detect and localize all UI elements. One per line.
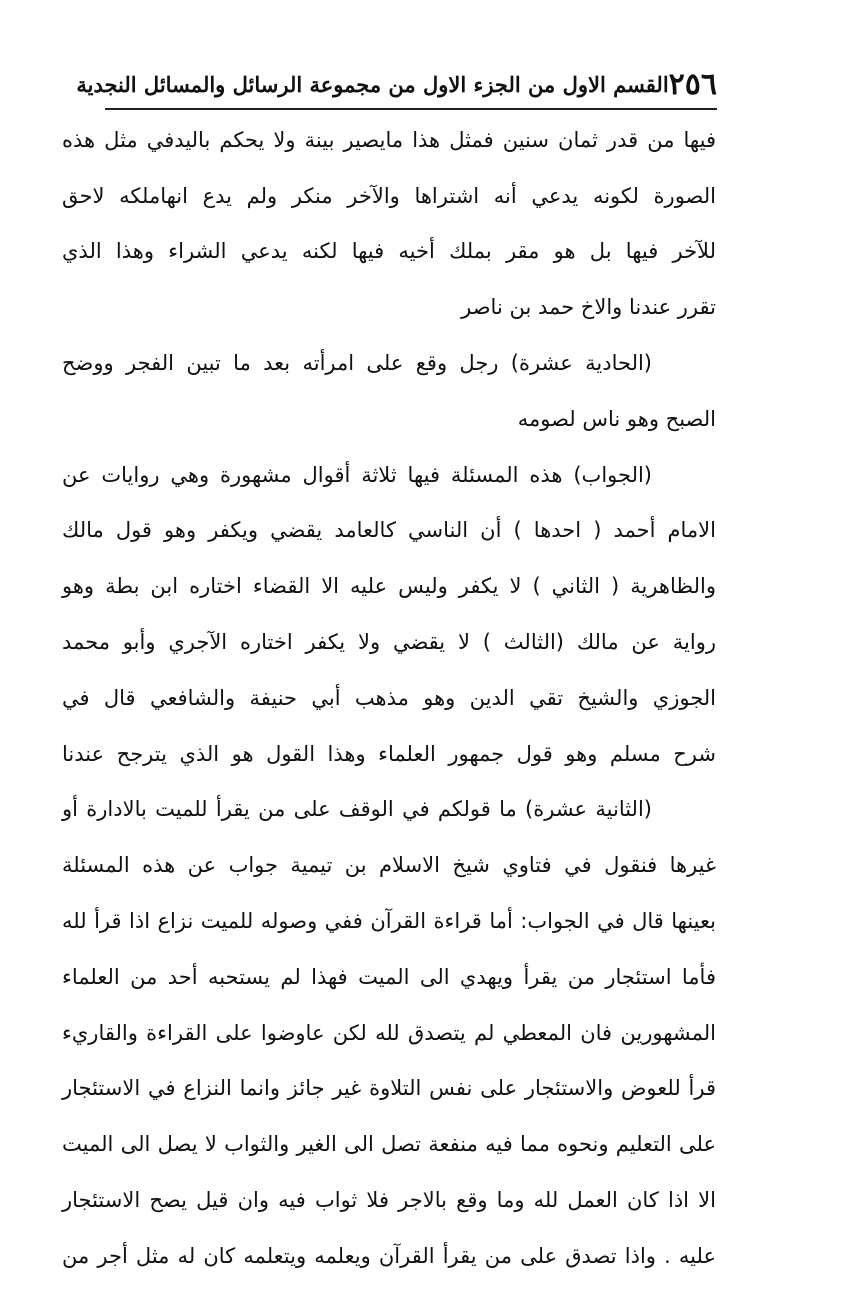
text-line: الصورة لكونه يدعي أنه اشتراها والآخر منكر ولم يدع انهاملكه لاحق (62, 183, 716, 208)
body-text (62, 112, 716, 1284)
text-line: للآخر فيها بل هو مقر بملك أخيه فيها لكنه يدعي الشراء وهذا الذي (62, 239, 716, 264)
running-title: القسم الاول من الجزء الاول من مجموعة الرسائل والمسائل النجدية (76, 71, 669, 97)
text-line: الجوزي والشيخ تقي الدين وهو مذهب أبي حنيفة والشافعي قال في (62, 685, 716, 710)
text-line: قرأ للعوض والاستئجار على نفس التلاوة غير جائز وانما النزاع في الاستئجار (62, 1076, 716, 1101)
page-number: ٢٥٦ (668, 66, 717, 102)
text-line: غيرها فنقول في فتاوي شيخ الاسلام بن تيمية جواب عن هذه المسئلة (62, 853, 716, 878)
text-line: الامام أحمد ( احدها ) أن الناسي كالعامد يقضي ويكفر وهو قول مالك (62, 518, 716, 543)
text-line: رواية عن مالك (الثالث ) لا يقضي ولا يكفر اختاره الآجري وأبو محمد (62, 630, 716, 655)
text-line: الصبح وهو ناس لصومه (517, 406, 716, 431)
text-line: تقرر عندنا والاخ حمد بن ناصر (461, 295, 716, 320)
text-line: شرح مسلم وهو قول جمهور العلماء وهذا القول هو الذي يترجح عندنا (62, 741, 716, 766)
text-line: الا اذا كان العمل لله وما وقع بالاجر فلا ثواب فيه وان قيل يصح الاستئجار (62, 1188, 716, 1213)
question-heading-line: (الثانية عشرة) ما قولكم في الوقف على من يقرأ للميت بالادارة أو (62, 797, 652, 822)
text-line: عليه . واذا تصدق على من يقرأ القرآن ويعلمه ويتعلمه كان له مثل أجر من (62, 1243, 716, 1268)
text-line: على التعليم ونحوه مما فيه منفعة تصل الى الغير والثواب لا يصل الى الميت (62, 1132, 716, 1157)
text-line: والظاهرية ( الثاني ) لا يكفر وليس عليه الا القضاء اختاره ابن بطة وهو (62, 574, 716, 599)
question-heading-line: (الحادية عشرة) رجل وقع على امرأته بعد ما تبين الفجر ووضح (62, 351, 652, 376)
text-line: المشهورين فان المعطي لم يتصدق لله لكن عاوضوا على القراءة والقاريء (62, 1020, 716, 1045)
text-line: بعينها قال في الجواب: أما قراءة القرآن ففي وصوله للميت نزاع اذا قرأ لله (62, 909, 716, 934)
answer-heading-line: (الجواب) هذه المسئلة فيها ثلاثة أقوال مشهورة وهي روايات عن (62, 462, 652, 487)
text-line: فأما استئجار من يقرأ ويهدي الى الميت فهذا لم يستحبه أحد من العلماء (62, 964, 716, 989)
text-line: فيها من قدر ثمان سنين فمثل هذا مايصير بينة ولا يحكم باليدفي مثل هذه (62, 127, 716, 152)
page-header (76, 60, 717, 110)
